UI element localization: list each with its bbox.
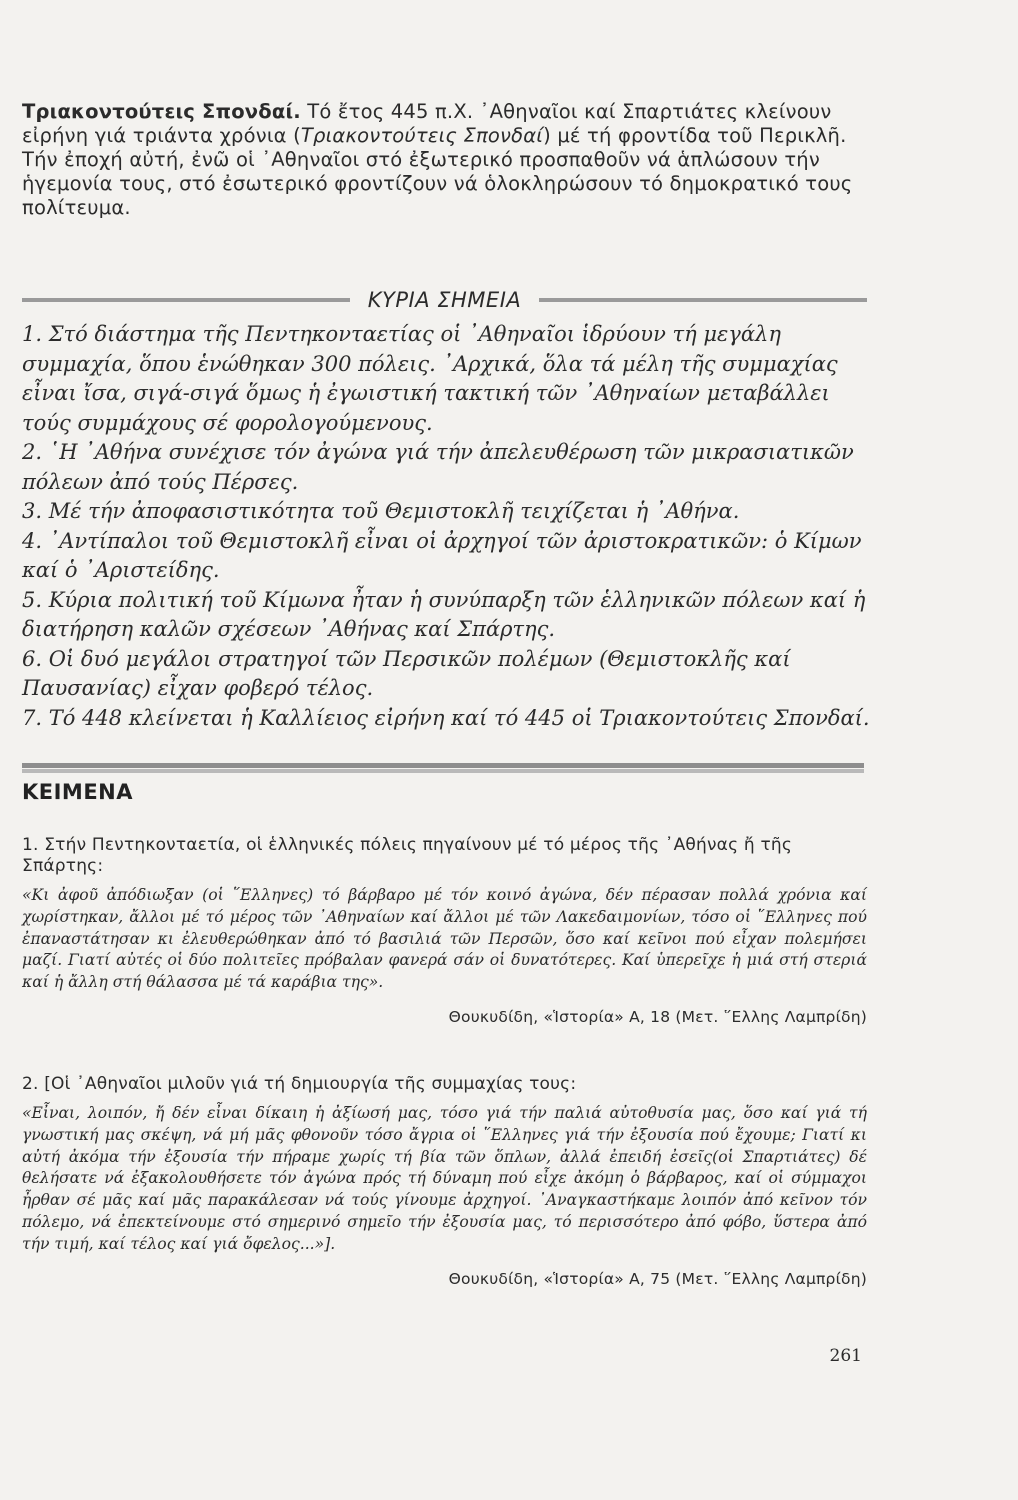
intro-lead-term: Τριακοντούτεις Σπονδαί. — [22, 100, 301, 123]
key-point-6: 6. Οἱ δυό μεγάλοι στρατηγοί τῶν Περσικῶν πολέμων (Θεμιστοκλῆς καί Παυσανίας) εἶχαν φοβερό τέλος. — [22, 646, 791, 700]
key-points-list — [22, 320, 870, 733]
texts-section-title: ΚΕΙΜΕΝΑ — [22, 780, 134, 804]
source-text-2 — [22, 1074, 867, 1288]
key-point-2: 2. ῾Η ᾿Αθήνα συνέχισε τόν ἀγώνα γιά τήν ἀπελευθέρωση τῶν μικρασιατικῶν πόλεων ἀπό τούς Πέρσες. — [22, 440, 854, 494]
intro-paragraph-1 — [22, 100, 872, 148]
key-points-title: ΚΥΡΙΑ ΣΗΜΕΙΑ — [367, 288, 522, 312]
key-points-heading — [22, 286, 867, 314]
intro-section — [22, 100, 872, 220]
source-text-1-quote: «Κι ἀφοῦ ἀπόδιωξαν (οἱ ῞Ελληνες) τό βάρβαρο μέ τόν κοινό ἀγώνα, δέν πέρασαν πολλά χρόνια καί χωρίστηκαν, ἄλλοι μέ τό μέρος τῶν ᾿Αθηναίων καί ἄλλοι μέ τῶν Λακεδαιμονίων, τόσο οἱ ῞Ελληνες πού ἐπαναστάτησαν κι ἐλευθερώθηκαν ἀπό τό βασιλιά τῶν Περσῶν, ὅσο καί κεῖνοι πού εἶχαν πολεμήσει μαζί. Γιατί αὐτές οἱ δύο πολιτεῖες πρόβαλαν φανερά σάν οἱ δυνατότερες. Καί ὑπερεῖχε ἡ μιά στή στεριά καί ἡ ἄλλη στή θάλασσα μέ τά καράβια της». — [22, 886, 867, 992]
key-point-4: 4. ᾿Αντίπαλοι τοῦ Θεμιστοκλῆ εἶναι οἱ ἀρχηγοί τῶν ἀριστοκρατικῶν: ὁ Κίμων καί ὁ ᾿Αριστείδης. — [22, 528, 862, 582]
source-text-2-intro: 2. [Οἱ ᾿Αθηναῖοι μιλοῦν γιά τή δημιουργία τῆς συμμαχίας τους: — [22, 1074, 577, 1094]
key-point-7: 7. Τό 448 κλείνεται ἡ Καλλίειος εἰρήνη καί τό 445 οἱ Τριακοντούτεις Σπονδαί. — [22, 705, 870, 730]
intro-text-italic: Τριακοντούτεις Σπονδαί — [300, 124, 544, 147]
key-point-5: 5. Κύρια πολιτική τοῦ Κίμωνα ἦταν ἡ συνύπαρξη τῶν ἑλληνικῶν πόλεων καί ἡ διατήρηση καλῶν σχέσεων ᾿Αθήνας καί Σπάρτης. — [22, 587, 866, 641]
intro-text-a: Τό ἔτος 445 π.Χ. ᾿Αθηναῖοι καί Σπαρτιάτες κλείνουν εἰρήνη γιά τριάντα χρόνια ( — [22, 100, 832, 147]
heading-rule-right — [539, 298, 867, 302]
key-point-1: 1. Στό διάστημα τῆς Πεντηκονταετίας οἱ ᾿Αθηναῖοι ἱδρύουν τή μεγάλη συμμαχία, ὅπου ἑνώθηκαν 300 πόλεις. ᾿Αρχικά, ὅλα τά μέλη τῆς συμμαχίας εἶναι ἴσα, σιγά-σιγά ὅμως ἡ ἐγωιστική τακτική τῶν ᾿Αθηναίων μεταβάλλει τούς συμμάχους σέ φορολογούμενους. — [22, 322, 838, 435]
heading-rule-left — [22, 298, 350, 302]
source-text-1-citation: Θουκυδίδη, «Ἱστορία» Α, 18 (Μετ. ῞Ελλης Λαμπρίδη) — [448, 1007, 867, 1026]
page-number: 261 — [829, 1346, 862, 1366]
key-point-3: 3. Μέ τήν ἀποφασιστικότητα τοῦ Θεμιστοκλῆ τειχίζεται ἡ ᾿Αθήνα. — [22, 499, 740, 523]
source-text-1-intro: 1. Στήν Πεντηκονταετία, οἱ ἑλληνικές πόλεις πηγαίνουν μέ τό μέρος τῆς ᾿Αθήνας ἤ τῆς Σπάρτης: — [22, 835, 793, 876]
source-text-2-citation: Θουκυδίδη, «Ἱστορία» Α, 75 (Μετ. ῞Ελλης Λαμπρίδη) — [448, 1269, 867, 1288]
section-divider — [22, 763, 864, 773]
source-text-1 — [22, 835, 867, 1026]
intro-text-b: ) μέ τή φροντίδα τοῦ Περικλῆ. — [543, 124, 847, 147]
intro-paragraph-2: Τήν ἐποχή αὐτή, ἐνῶ οἱ ᾿Αθηναῖοι στό ἐξωτερικό προσπαθοῦν νά ἁπλώσουν τήν ἡγεμονία τους, στό ἐσωτερικό φροντίζουν νά ὁλοκληρώσουν τό δημοκρατικό τους πολίτευμα. — [22, 148, 853, 219]
source-text-2-quote: «Εἶναι, λοιπόν, ἤ δέν εἶναι δίκαιη ἡ ἀξίωσή μας, τόσο γιά τήν παλιά αὐτοθυσία μας, ὅσο καί γιά τή γνωστική μας σκέψη, νά μή μᾶς φθονοῦν τόσο ἄγρια οἱ ῞Ελληνες γιά τήν ἐξουσία πού ἔχουμε; Γιατί κι αὐτή ἀκόμα τήν ἐξουσία τήν πήραμε χωρίς τή βία τῶν ὅπλων, ἀλλά ἐπειδή ἐσεῖς(οἱ Σπαρτιάτες) δέ θελήσατε νά ἐξακολουθήσετε τόν ἀγώνα πρός τή δύναμη πού εἶχε ἀκόμη ὁ βάρβαρος, καί οἱ σύμμαχοι ἦρθαν σέ μᾶς καί μᾶς παρακάλεσαν νά τούς γίνουμε ἀρχηγοί. ᾿Αναγκαστήκαμε λοιπόν ἀπό κεῖνον τόν πόλεμο, νά ἐπεκτείνουμε στό σημερινό σημεῖο τήν ἐξουσία μας, τό περισσότερο ἀπό φόβο, ὕστερα ἀπό τήν τιμή, καί τέλος καί γιά ὄφελος...»]. — [22, 1104, 867, 1253]
